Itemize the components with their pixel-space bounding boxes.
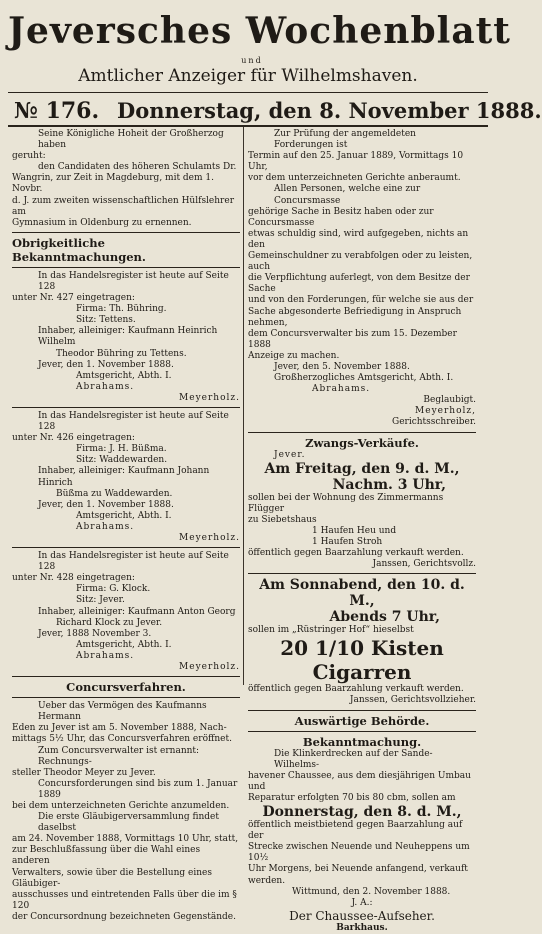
register-line: Firma: G. Klock. [76,584,151,595]
konkurs-cont-line: Gemeinschuldner zu verabfolgen oder zu leisten, auch [248,251,473,273]
sat-time: Abends 7 Uhr, [329,609,440,626]
bek-line: öffentlich meistbietend gegen Baarzahlung auf der [248,820,463,842]
bek-ia: J. A.: [351,897,373,908]
konkurs-cont-line: Allen Personen, welche eine zur Concursmasse [274,184,421,206]
royal-line: Wangrin, zur Zeit in Magdeburg, mit dem 1. Novbr. [12,173,214,195]
konkurs-line: am 24. November 1888, Vormittags 10 Uhr, statt, [12,834,239,845]
konkurs-cont-line: die Verpflichtung auferlegt, von dem Besitze der Sache [248,273,470,295]
register-line: Abrahams. [76,650,135,661]
zwang-date: Am Freitag, den 9. d. M., [264,460,460,477]
konkurs-heading: Concursverfahren. [66,680,186,695]
bek-name: Barkhaus. [336,922,388,933]
konkurs-cont-line: etwas schuldig sind, wird aufgegeben, nichts an den [248,228,469,250]
zwang-line: zu Siebetshaus [248,514,317,525]
register-line: In das Handelsregister ist heute auf Seite 128 [38,551,229,573]
masthead-und: und [241,56,263,65]
divider [248,710,476,711]
konkurs-cont-line: Anzeige zu machen. [248,350,340,361]
konkurs-line: steller Theodor Meyer zu Jever. [12,767,156,778]
register-line: Sitz: Jever. [76,595,125,606]
right-column [248,129,476,934]
bek-line: Reparatur erfolgten 70 bis 80 cbm, sollen am [248,792,456,803]
column-divider [243,127,244,685]
register-line: Amtsgericht, Abth. I. [76,370,172,381]
konkurs-line: Zum Concursverwalter ist ernannt: Rechnungs- [38,745,200,767]
bek-signature: Der Chaussee-Aufseher. [289,908,435,923]
sat-cigars: 20 1/10 Kisten Cigarren [280,636,444,685]
masthead-subtitle: Amtlicher Anzeiger für Wilhelmshaven. [78,66,418,86]
register-line: In das Handelsregister ist heute auf Seite 128 [38,410,229,433]
zwang-line: Janssen, Gerichtsvollz. [372,559,476,570]
register-line: Richard Klock zu Jever. [56,617,163,628]
register-line: Firma: Th. Bühring. [76,304,167,315]
register-signature: Meyerholz. [179,392,240,403]
divider [248,573,476,574]
register-line: Büßma zu Waddewarden. [56,488,173,499]
divider [12,232,240,233]
divider [12,697,240,698]
ausw-heading: Auswärtige Behörde. [294,713,430,728]
register-line: Theodor Bühring zu Tettens. [56,348,187,359]
royal-line: geruht: [12,151,46,162]
register-line: Sitz: Waddewarden. [76,455,168,466]
register-signature: Meyerholz. [179,533,240,543]
zwang-line: 1 Haufen Heu und [312,525,397,536]
masthead-title: Jeversches Wochenblatt [8,10,511,52]
konkurs-cont-line: Großherzogliches Amtsgericht, Abth. I. [274,373,454,384]
header-rule [8,125,488,127]
top-rule [8,92,488,93]
konkurs-cont-line: Meyerholz, [415,406,476,417]
register-line: unter Nr. 426 eingetragen: [12,433,135,444]
left-column [12,129,240,923]
register-line: Amtsgericht, Abth. I. [76,510,172,521]
konkurs-cont-line: Termin auf den 25. Januar 1889, Vormittags 10 Uhr, [248,151,464,173]
konkurs-line: Concursforderungen sind bis zum 1. Januar 1889 [38,778,238,800]
divider [12,267,240,268]
register-signature: Meyerholz. [179,662,240,673]
zwang-line: sollen bei der Wohnung des Zimmermanns Flügger [248,492,444,514]
divider [12,547,240,548]
sat-line: sollen im „Rüstringer Hof“ hieselbst [248,625,414,636]
register-line: Jever, den 1. November 1888. [38,499,174,510]
konkurs-line: Verwalters, sowie über die Bestellung eines Gläubiger- [12,867,212,889]
konkurs-cont-line: Jever, den 5. November 1888. [274,361,410,372]
konkurs-line: mittags 5½ Uhr, das Concursverfahren eröffnet. [12,734,232,745]
sat-line: öffentlich gegen Baarzahlung verkauft werden. [248,684,464,695]
official-heading: Obrigkeitliche Bekanntmachungen. [12,235,146,264]
royal-line: Gymnasium in Oldenburg zu ernennen. [12,217,192,228]
divider [248,432,476,433]
zwang-time: Nachm. 3 Uhr, [332,476,446,493]
royal-line: d. J. zum zweiten wissenschaftlichen Hülfslehrer am [12,195,234,217]
zwang-place: Jever. [274,449,306,460]
konkurs-cont-line: gehörige Sache in Besitz haben oder zur Concursmasse [248,206,434,228]
register-line: unter Nr. 428 eingetragen: [12,573,135,584]
konkurs-line: bei dem unterzeichneten Gerichte anzumelden. [12,800,230,811]
bek-line: Strecke zwischen Neuende und Neuheppens um 10½ [248,842,470,864]
konkurs-line: Ueber das Vermögen des Kaufmanns Hermann [38,701,207,723]
royal-line: den Candidaten des höheren Schulamts Dr. [38,162,237,173]
register-line: Abrahams. [76,521,135,532]
konkurs-cont-line: vor dem unterzeichneten Gerichte anberaumt. [248,173,461,184]
konkurs-line: zur Beschlußfassung über die Wahl eines anderen [12,845,201,867]
sat-line: Janssen, Gerichtsvollzieher. [349,695,476,706]
bek-heading: Bekanntmachung. [302,734,422,749]
divider [248,731,476,732]
sat-date: Am Sonnabend, den 10. d. M., [259,577,465,610]
zwang-line: öffentlich gegen Baarzahlung verkauft werden. [248,548,464,559]
konkurs-line: Eden zu Jever ist am 5. November 1888, Nach- [12,723,227,734]
konkurs-line: der Concursordnung bezeichneten Gegenstände. [12,911,236,922]
register-line: Amtsgericht, Abth. I. [76,639,172,650]
konkurs-cont-line: dem Concursverwalter bis zum 15. Dezember 1888 [248,328,457,350]
register-line: Inhaber, alleiniger: Kaufmann Heinrich Wilhelm [38,326,218,348]
register-line: Inhaber, alleiniger: Kaufmann Anton Georg [38,606,236,617]
register-line: unter Nr. 427 eingetragen: [12,293,135,304]
konkurs-cont-line: Gerichtsschreiber. [392,417,476,428]
konkurs-cont-line: Zur Prüfung der angemeldeten Forderungen ist [274,129,416,151]
register-line: Abrahams. [76,381,135,392]
divider [12,407,240,408]
bek-date: Donnerstag, den 8. d. M., [262,804,462,821]
register-line: Sitz: Tettens. [76,315,136,326]
issue-number: № 176. [14,98,100,124]
bek-line: werden. [248,875,286,886]
divider [12,676,240,677]
register-line: Jever, den 1. November 1888. [38,359,174,370]
issue-date: Donnerstag, den 8. November 1888. [117,98,542,123]
zwang-heading: Zwangs-Verkäufe. [305,435,419,450]
register-line: In das Handelsregister ist heute auf Seite 128 [38,270,229,292]
zwang-line: 1 Haufen Stroh [312,537,383,547]
konkurs-cont-line: Abrahams. [312,384,371,395]
konkurs-cont-line: Sache abgesonderte Befriedigung in Anspruch nehmen, [248,306,462,328]
register-line: Firma: J. H. Büßma. [76,444,167,455]
bek-line: Uhr Morgens, bei Neuende anfangend, verkauft [248,864,468,875]
royal-line: Seine Königliche Hoheit der Großherzog haben [38,129,224,151]
bek-place: Wittmund, den 2. November 1888. [292,886,451,897]
bek-line: havener Chaussee, aus dem diesjährigen Umbau und [248,770,471,792]
bek-line: Die Klinkerdrecken auf der Sande-Wilhelms- [274,748,433,770]
register-line: Jever, 1888 November 3. [38,628,152,639]
konkurs-cont-line: und von den Forderungen, für welche sie aus der [248,295,474,306]
konkurs-line: Die erste Gläubigerversammlung findet daselbst [38,812,219,834]
konkurs-line: ausschusses und eintretenden Falls über die im § 120 [12,889,237,911]
konkurs-cont-line: Beglaubigt. [423,395,476,406]
register-line: Inhaber, alleiniger: Kaufmann Johann Hinrich [38,466,210,488]
